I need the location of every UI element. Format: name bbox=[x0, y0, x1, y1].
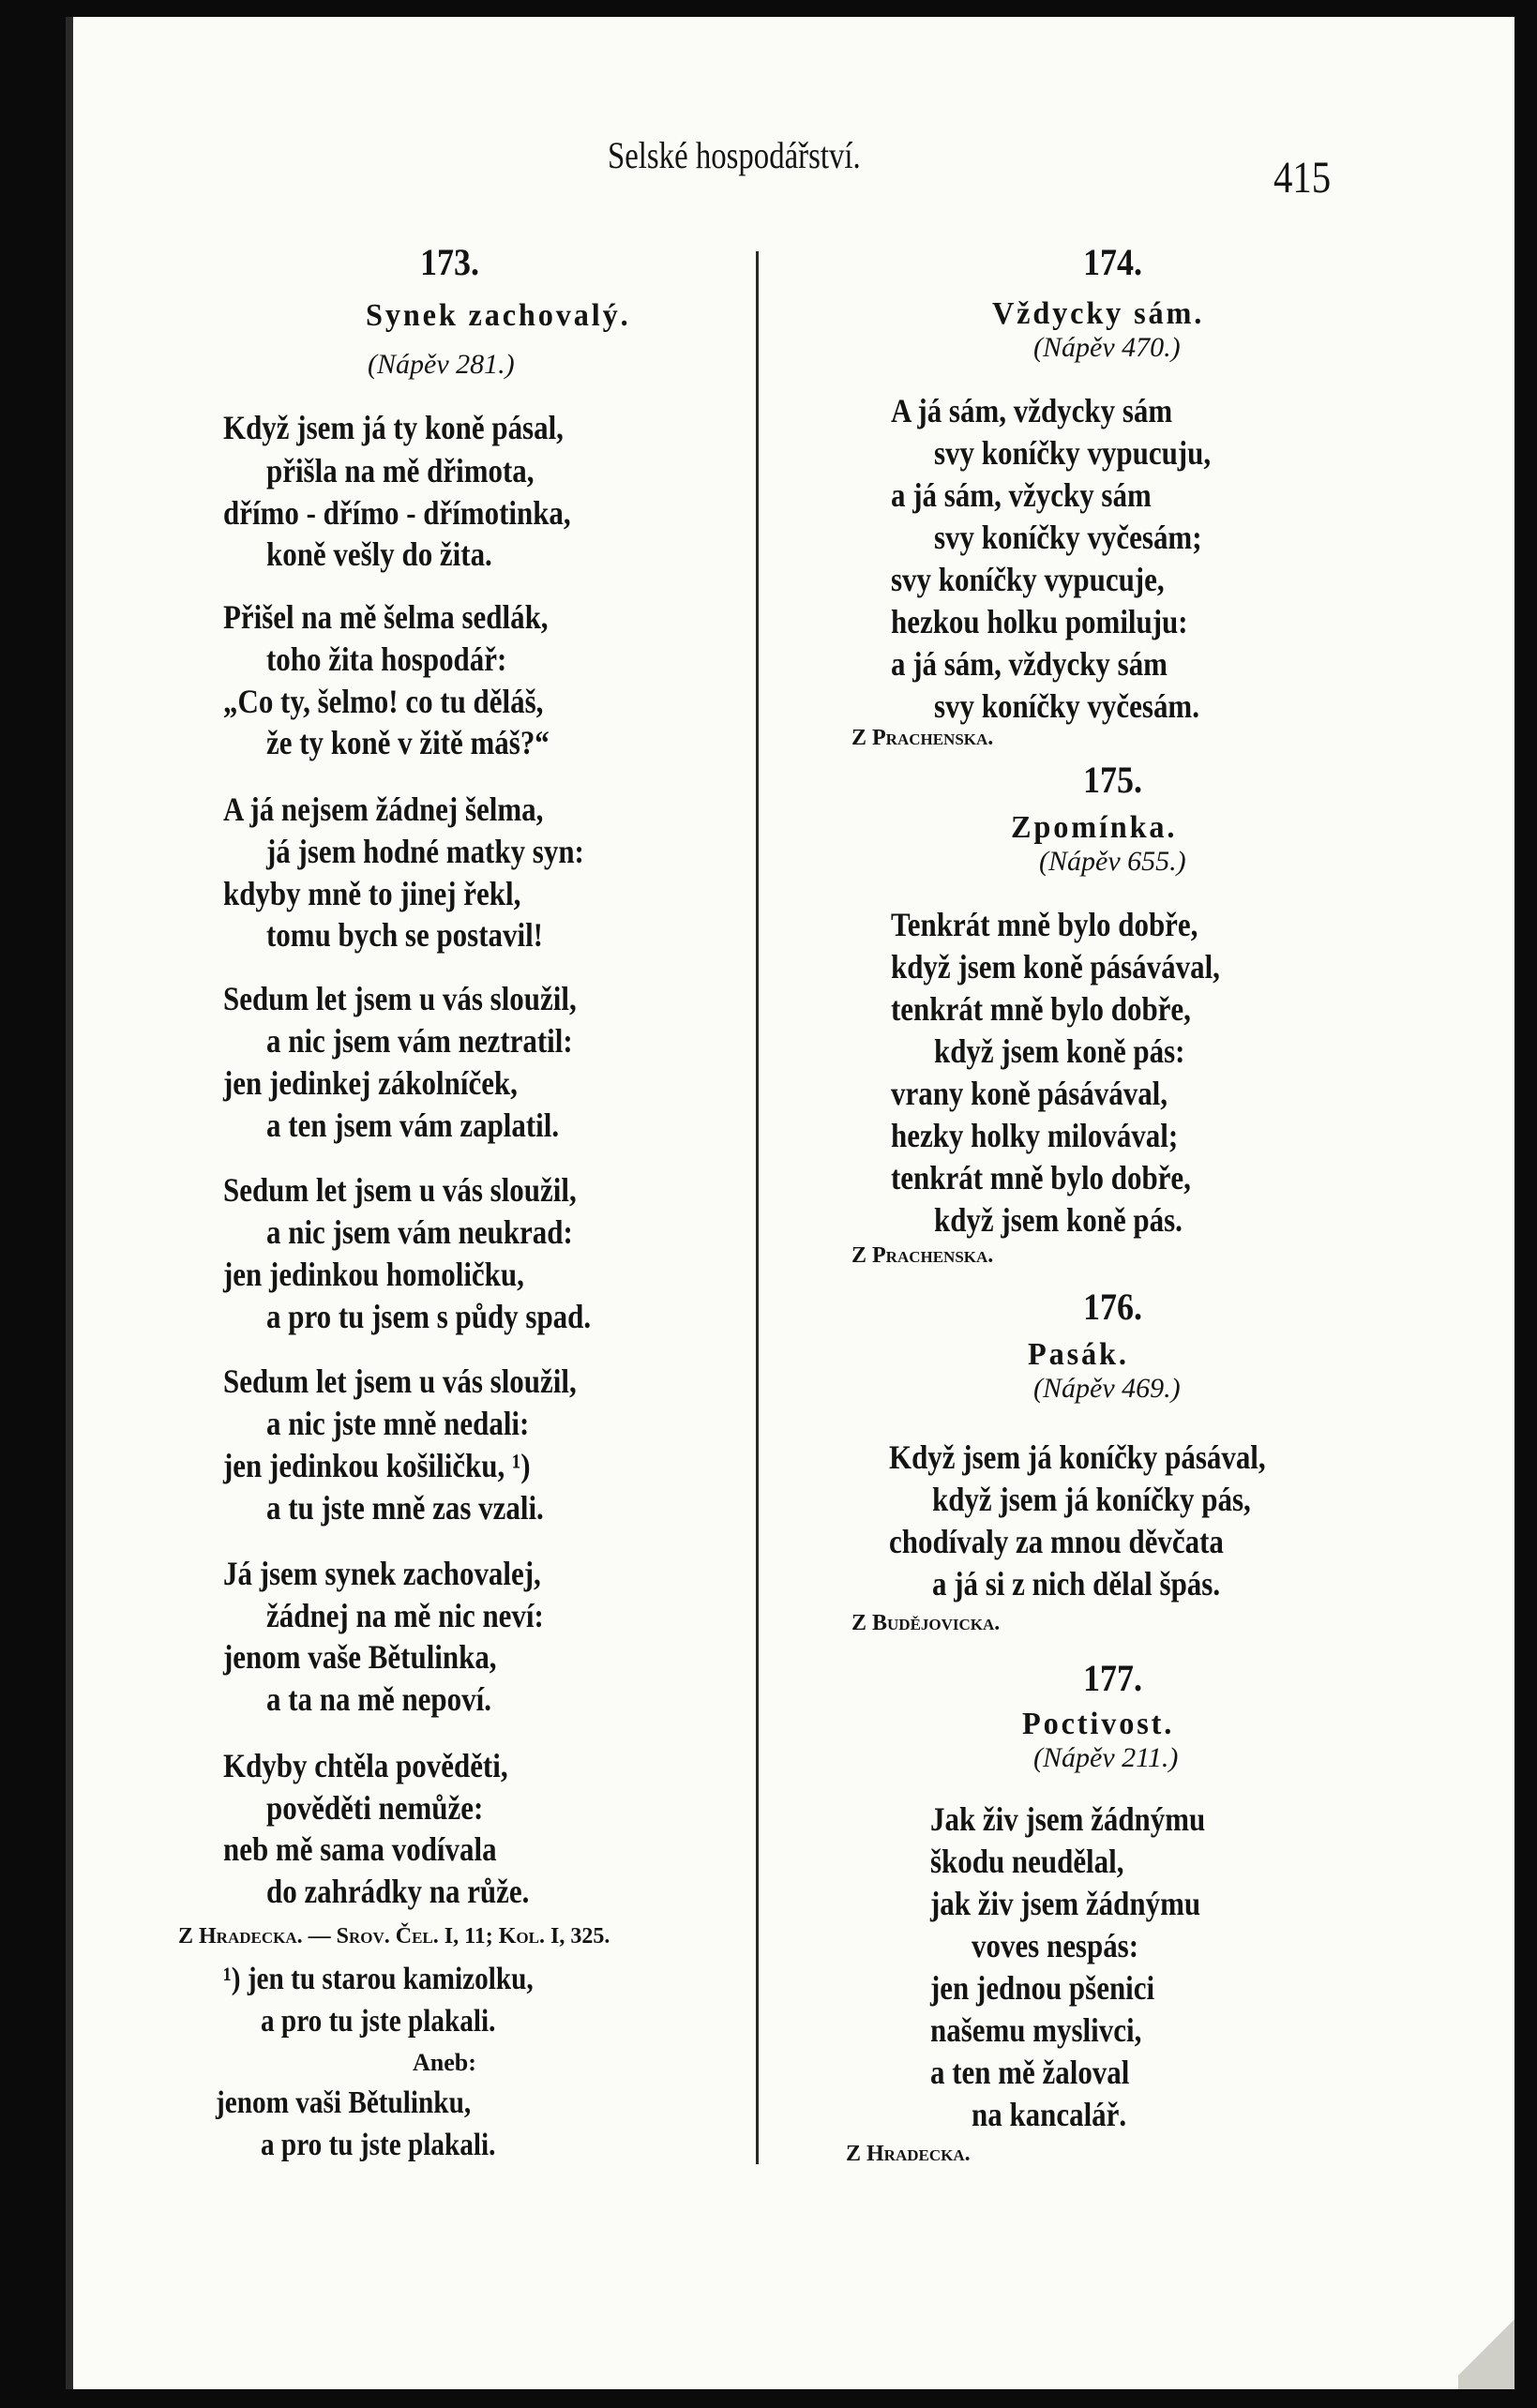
verse-line: a ta na mě nepoví. bbox=[266, 1680, 491, 1718]
verse-line: chodívaly za mnou děvčata bbox=[889, 1523, 1224, 1560]
verse-line: a tu jste mně zas vzali. bbox=[266, 1489, 544, 1527]
verse-line: jen jedinkou košiličku, ¹) bbox=[223, 1447, 531, 1484]
footnote-line: a pro tu jste plakali. bbox=[261, 2004, 496, 2039]
verse-line: tenkrát mně bylo dobře, bbox=[891, 990, 1191, 1028]
verse-line: Přišel na mě šelma sedlák, bbox=[223, 598, 549, 636]
verse-line: vrany koně pásávával, bbox=[891, 1075, 1168, 1112]
song-number: 177. bbox=[1083, 1657, 1142, 1699]
song-tune: (Nápěv 469.) bbox=[1033, 1373, 1181, 1404]
verse-line: Sedum let jsem u vás sloužil, bbox=[223, 1362, 577, 1400]
verse-line: jen jedinkou homoličku, bbox=[223, 1256, 524, 1293]
verse-line: když jsem koně pás. bbox=[934, 1201, 1183, 1239]
verse-line: na kancalář. bbox=[972, 2096, 1127, 2133]
verse-line: A já sám, vždycky sám bbox=[891, 392, 1173, 429]
song-title: Vždycky sám. bbox=[992, 296, 1205, 331]
verse-line: do zahrádky na růže. bbox=[266, 1873, 530, 1910]
verse-line: a nic jste mně nedali: bbox=[266, 1405, 530, 1442]
verse-line: kdyby mně to jinej řekl, bbox=[223, 875, 521, 912]
verse-line: jen jedinkej zákolníček, bbox=[223, 1064, 518, 1102]
verse-line: koně vešly do žita. bbox=[266, 535, 492, 573]
verse-line: dřímo - dřímo - dřímotinka, bbox=[223, 494, 571, 532]
verse-line: jenom vaše Bětulinka, bbox=[223, 1638, 497, 1676]
verse-line: žádnej na mě nic neví: bbox=[266, 1597, 544, 1634]
verse-line: A já nejsem žádnej šelma, bbox=[223, 790, 544, 828]
verse-line: Když jsem já ty koně pásal, bbox=[223, 409, 564, 446]
verse-line: Sedum let jsem u vás sloužil, bbox=[223, 980, 577, 1017]
source-note: Z Prachenska. bbox=[851, 1243, 994, 1268]
source-note: Z Hradecka. — Srov. Čel. I, 11; Kol. I, 325. bbox=[178, 1924, 610, 1949]
source-note: Z Hradecka. bbox=[846, 2142, 971, 2166]
footnote-or: Aneb: bbox=[413, 2049, 476, 2076]
verse-line: „Co ty, šelmo! co tu děláš, bbox=[223, 683, 544, 720]
song-tune: (Nápěv 655.) bbox=[1039, 846, 1186, 877]
song-title: Synek zachovalý. bbox=[366, 298, 631, 333]
verse-line: Když jsem já koníčky pásával, bbox=[889, 1438, 1266, 1476]
verse-line: svy koníčky vypucuju, bbox=[934, 434, 1212, 472]
verse-line: že ty koně v žitě máš?“ bbox=[266, 724, 550, 761]
song-title: Zpomínka. bbox=[1011, 810, 1178, 845]
book-page bbox=[66, 17, 1514, 2389]
verse-line: jak živ jsem žádnýmu bbox=[930, 1885, 1201, 1922]
footnote-line: ¹) jen tu starou kamizolku, bbox=[223, 1962, 534, 1996]
verse-line: neb mě sama vodívala bbox=[223, 1830, 497, 1868]
verse-line: hezky holky milovával; bbox=[891, 1117, 1179, 1154]
song-tune: (Nápěv 281.) bbox=[368, 349, 515, 380]
verse-line: voves nespás: bbox=[972, 1927, 1139, 1964]
verse-line: já jsem hodné matky syn: bbox=[266, 833, 584, 870]
verse-line: a já sám, vždycky sám bbox=[891, 645, 1168, 683]
song-number: 173. bbox=[420, 241, 479, 283]
verse-line: svy koníčky vypucuje, bbox=[891, 561, 1165, 598]
verse-line: hezkou holku pomiluju: bbox=[891, 603, 1188, 640]
verse-line: škodu neudělal, bbox=[930, 1843, 1124, 1880]
running-header: Selské hospodářství. bbox=[608, 134, 861, 176]
verse-line: a já sám, vžycky sám bbox=[891, 476, 1152, 514]
footnote-line: a pro tu jste plakali. bbox=[261, 2128, 496, 2162]
song-number: 175. bbox=[1083, 759, 1142, 801]
verse-line: Jak živ jsem žádnýmu bbox=[930, 1800, 1206, 1838]
page-edge bbox=[66, 17, 73, 2389]
verse-line: a nic jsem vám neukrad: bbox=[266, 1213, 573, 1251]
footnote-line: jenom vaši Bětulinku, bbox=[216, 2085, 472, 2120]
verse-line: a ten jsem vám zaplatil. bbox=[266, 1106, 560, 1144]
song-tune: (Nápěv 470.) bbox=[1033, 332, 1181, 363]
verse-line: a ten mě žaloval bbox=[930, 2054, 1130, 2091]
verse-line: a nic jsem vám neztratil: bbox=[266, 1022, 573, 1060]
verse-line: přišla na mě dřimota, bbox=[266, 452, 535, 489]
verse-line: tomu bych se postavil! bbox=[266, 916, 544, 954]
source-note: Z Prachenska. bbox=[851, 726, 994, 750]
song-title: Pasák. bbox=[1028, 1337, 1129, 1372]
verse-line: tenkrát mně bylo dobře, bbox=[891, 1159, 1191, 1196]
song-tune: (Nápěv 211.) bbox=[1033, 1742, 1179, 1773]
page-corner-fold bbox=[1458, 2305, 1514, 2389]
verse-line: toho žita hospodář: bbox=[266, 640, 507, 678]
verse-line: když jsem koně pás: bbox=[934, 1032, 1185, 1070]
verse-line: když jsem já koníčky pás, bbox=[932, 1481, 1251, 1518]
page-number: 415 bbox=[1273, 153, 1332, 203]
verse-line: Kdyby chtěla pověděti, bbox=[223, 1747, 508, 1784]
verse-line: Sedum let jsem u vás sloužil, bbox=[223, 1171, 577, 1209]
source-note: Z Budějovicka. bbox=[851, 1611, 1001, 1635]
verse-line: Tenkrát mně bylo dobře, bbox=[891, 906, 1198, 943]
song-number: 176. bbox=[1083, 1286, 1142, 1328]
verse-line: jen jednou pšenici bbox=[930, 1969, 1155, 2007]
verse-line: svy koníčky vyčesám; bbox=[934, 519, 1202, 556]
verse-line: pověděti nemůže: bbox=[266, 1789, 484, 1827]
verse-line: Já jsem synek zachovalej, bbox=[223, 1555, 541, 1592]
verse-line: svy koníčky vyčesám. bbox=[934, 687, 1199, 725]
song-title: Poctivost. bbox=[1022, 1707, 1175, 1741]
verse-line: našemu myslivci, bbox=[930, 2011, 1142, 2049]
verse-line: a pro tu jsem s půdy spad. bbox=[266, 1298, 592, 1335]
verse-line: když jsem koně pásávával, bbox=[891, 948, 1220, 986]
column-divider bbox=[756, 251, 759, 2164]
verse-line: a já si z nich dělal špás. bbox=[932, 1565, 1221, 1603]
song-number: 174. bbox=[1083, 241, 1142, 283]
